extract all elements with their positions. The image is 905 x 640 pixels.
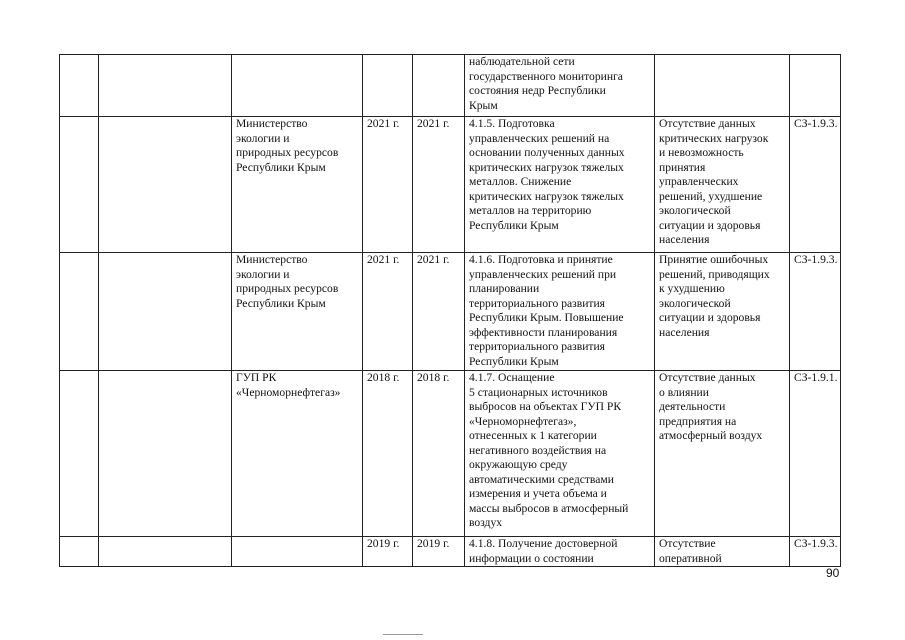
number-cell — [60, 253, 99, 371]
cell-start: 2018 г. — [363, 371, 413, 537]
cell-measure: 4.1.8. Получение достоверной информации о состоянии — [465, 537, 655, 567]
number-cell — [60, 55, 99, 117]
table-row — [60, 55, 841, 117]
cell-agency: Министерство экологии и природных ресурсов Республики Крым — [232, 117, 363, 253]
cell-risk: Отсутствие оперативной — [655, 537, 790, 567]
cell-agency — [232, 537, 363, 567]
page-number: 90 — [826, 566, 840, 580]
cell-measure: 4.1.7. Оснащение 5 стационарных источников выбросов на объектах ГУП РК «Черноморнефтегаз», отнесенных к 1 категории негативного воздействия на окружающую среду автоматическими средствами измерения и учета объема и массы выбросов в атмосферный воздух — [465, 371, 655, 537]
cell-end — [413, 55, 465, 117]
number-cell — [60, 537, 99, 567]
cell-end: 2019 г. — [413, 537, 465, 567]
cell-risk: Отсутствие данных критических нагрузок и невозможность принятия управленческих решений, ухудшение экологической ситуации и здоровья населения — [655, 117, 790, 253]
program-measures-table — [59, 54, 841, 567]
cell-start: 2021 г. — [363, 253, 413, 371]
cell-code: СЗ-1.9.3. — [790, 117, 841, 253]
cell-end: 2021 г. — [413, 253, 465, 371]
program-cell — [99, 253, 232, 371]
table-row — [60, 537, 841, 567]
cell-risk: Принятие ошибочных решений, приводящих к ухудшению экологической ситуации и здоровья населения — [655, 253, 790, 371]
cell-measure: 4.1.6. Подготовка и принятие управленческих решений при планировании территориального развития Республики Крым. Повышение эффективности планирования территориального развития Республики Крым — [465, 253, 655, 371]
cell-measure: 4.1.5. Подготовка управленческих решений на основании полученных данных критических нагрузок тяжелых металлов. Снижение критических нагрузок тяжелых металлов на территорию Республики Крым — [465, 117, 655, 253]
cell-code — [790, 55, 841, 117]
number-cell — [60, 371, 99, 537]
cell-start: 2021 г. — [363, 117, 413, 253]
table-row — [60, 117, 841, 253]
program-cell — [99, 537, 232, 567]
program-cell — [99, 117, 232, 253]
cell-agency: Министерство экологии и природных ресурсов Республики Крым — [232, 253, 363, 371]
cell-start — [363, 55, 413, 117]
table-row — [60, 253, 841, 371]
scan-artifact-line — [383, 634, 423, 635]
cell-agency: ГУП РК «Черноморнефтегаз» — [232, 371, 363, 537]
cell-risk — [655, 55, 790, 117]
cell-code: СЗ-1.9.3. — [790, 537, 841, 567]
cell-end: 2021 г. — [413, 117, 465, 253]
cell-end: 2018 г. — [413, 371, 465, 537]
program-cell — [99, 55, 232, 117]
cell-measure: наблюдательной сети государственного мониторинга состояния недр Республики Крым — [465, 55, 655, 117]
program-cell — [99, 371, 232, 537]
table-row — [60, 371, 841, 537]
cell-code: СЗ-1.9.3. — [790, 253, 841, 371]
table-body — [60, 55, 841, 567]
number-cell — [60, 117, 99, 253]
cell-start: 2019 г. — [363, 537, 413, 567]
cell-agency — [232, 55, 363, 117]
cell-risk: Отсутствие данных о влиянии деятельности предприятия на атмосферный воздух — [655, 371, 790, 537]
cell-code: СЗ-1.9.1. — [790, 371, 841, 537]
